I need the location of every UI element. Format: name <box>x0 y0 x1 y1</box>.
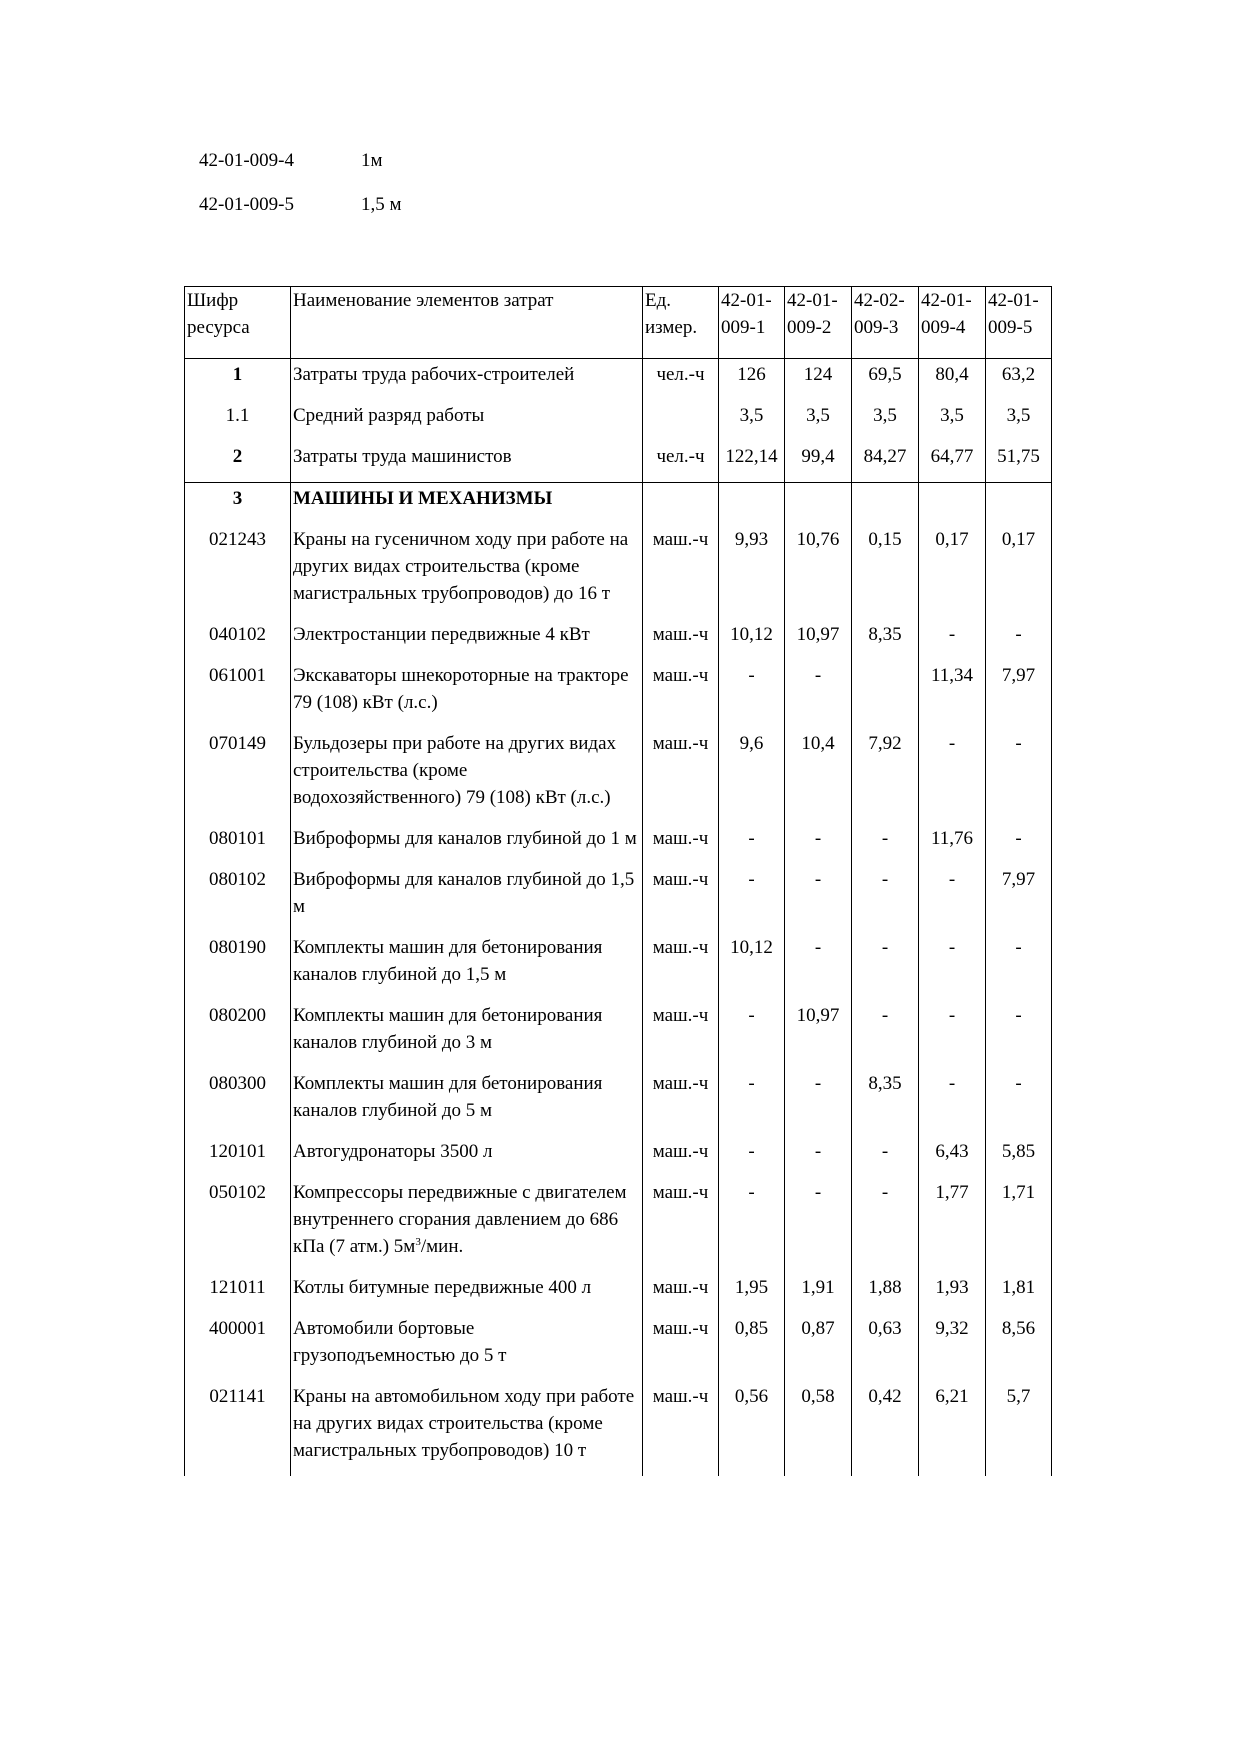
row-value: 7,97 <box>986 864 1052 932</box>
row-value: 5,85 <box>986 1136 1052 1177</box>
row-value: 84,27 <box>852 441 919 483</box>
row-value: 0,42 <box>852 1381 919 1476</box>
empty-cell <box>852 483 919 525</box>
row-name-superscript: 3 <box>415 1236 421 1248</box>
row-value: - <box>919 1000 986 1068</box>
table-row <box>185 823 1052 864</box>
table-row <box>185 1068 1052 1136</box>
table-row <box>185 660 1052 728</box>
row-unit: маш.-ч <box>643 1381 719 1476</box>
row-value: 0,56 <box>719 1381 785 1476</box>
row-name-text: Компрессоры передвижные с двигателем внутреннего сгорания давлением до 686 кПа (7 атм.) 5м <box>293 1182 627 1257</box>
row-value: - <box>852 823 919 864</box>
row-value: 99,4 <box>785 441 852 483</box>
row-code: 080200 <box>185 1000 291 1068</box>
row-unit: чел.-ч <box>643 359 719 401</box>
row-value: - <box>852 1177 919 1272</box>
table-row <box>185 524 1052 619</box>
row-value: 10,12 <box>719 619 785 660</box>
row-value: - <box>785 660 852 728</box>
row-unit: маш.-ч <box>643 1136 719 1177</box>
row-value: 10,76 <box>785 524 852 619</box>
row-value: - <box>719 823 785 864</box>
row-value: 9,93 <box>719 524 785 619</box>
row-value: 0,17 <box>919 524 986 619</box>
row-code: 021243 <box>185 524 291 619</box>
row-value: - <box>986 932 1052 1000</box>
row-value: 1,77 <box>919 1177 986 1272</box>
row-value: 126 <box>719 359 785 401</box>
row-value: 1,93 <box>919 1272 986 1313</box>
row-value: 3,5 <box>719 400 785 441</box>
intro-line <box>199 192 402 236</box>
row-value: 3,5 <box>986 400 1052 441</box>
table-row <box>185 932 1052 1000</box>
table-row <box>185 441 1052 483</box>
row-value: 0,87 <box>785 1313 852 1381</box>
empty-cell <box>919 483 986 525</box>
table-row <box>185 1000 1052 1068</box>
table-row <box>185 1272 1052 1313</box>
row-code: 400001 <box>185 1313 291 1381</box>
row-unit: маш.-ч <box>643 1313 719 1381</box>
table-row <box>185 400 1052 441</box>
row-value: - <box>785 864 852 932</box>
row-value: 124 <box>785 359 852 401</box>
row-value: 1,95 <box>719 1272 785 1313</box>
row-code: 1 <box>185 359 291 401</box>
row-value: - <box>785 823 852 864</box>
row-code: 040102 <box>185 619 291 660</box>
intro-code: 42-01-009-4 <box>199 150 294 171</box>
row-value: - <box>986 1000 1052 1068</box>
header-col: 42-01-009-4 <box>919 287 986 359</box>
row-value: 3,5 <box>919 400 986 441</box>
row-value: 10,97 <box>785 619 852 660</box>
row-name-suffix: /мин. <box>420 1236 464 1257</box>
row-code: 120101 <box>185 1136 291 1177</box>
row-value: 64,77 <box>919 441 986 483</box>
row-value: 0,15 <box>852 524 919 619</box>
row-value: 69,5 <box>852 359 919 401</box>
row-code: 061001 <box>185 660 291 728</box>
row-code: 080190 <box>185 932 291 1000</box>
row-value: 11,34 <box>919 660 986 728</box>
table-row <box>185 728 1052 823</box>
header-unit: Ед. измер. <box>643 287 719 359</box>
row-value: - <box>719 1000 785 1068</box>
row-value: - <box>852 932 919 1000</box>
row-unit: маш.-ч <box>643 932 719 1000</box>
header-name: Наименование элементов затрат <box>291 287 643 359</box>
row-unit: маш.-ч <box>643 823 719 864</box>
row-value <box>852 660 919 728</box>
row-name: Котлы битумные передвижные 400 л <box>291 1272 643 1313</box>
row-name: Автомобили бортовые грузоподъемностью до 5 т <box>291 1313 643 1381</box>
header-code: Шифр ресурса <box>185 287 291 359</box>
section-title: МАШИНЫ И МЕХАНИЗМЫ <box>291 483 643 525</box>
table-row <box>185 1381 1052 1476</box>
row-code: 070149 <box>185 728 291 823</box>
row-value: - <box>852 864 919 932</box>
row-unit: маш.-ч <box>643 864 719 932</box>
row-value: - <box>785 932 852 1000</box>
header-col: 42-02-009-3 <box>852 287 919 359</box>
row-unit: маш.-ч <box>643 619 719 660</box>
table-row <box>185 1313 1052 1381</box>
row-value: - <box>719 1177 785 1272</box>
row-value: 5,7 <box>986 1381 1052 1476</box>
table-header-row <box>185 287 1052 359</box>
row-value: 7,97 <box>986 660 1052 728</box>
empty-cell <box>643 483 719 525</box>
row-value: 51,75 <box>986 441 1052 483</box>
row-value: - <box>919 728 986 823</box>
row-name: Затраты труда рабочих-строителей <box>291 359 643 401</box>
row-unit: маш.-ч <box>643 1272 719 1313</box>
row-code: 021141 <box>185 1381 291 1476</box>
row-unit: маш.-ч <box>643 728 719 823</box>
row-value: 1,91 <box>785 1272 852 1313</box>
row-name: Экскаваторы шнекороторные на тракторе 79 (108) кВт (л.с.) <box>291 660 643 728</box>
row-unit: маш.-ч <box>643 1177 719 1272</box>
row-unit <box>643 400 719 441</box>
empty-cell <box>785 483 852 525</box>
row-value: 3,5 <box>852 400 919 441</box>
row-value: - <box>852 1136 919 1177</box>
intro-list <box>199 148 402 236</box>
row-value: - <box>719 1068 785 1136</box>
intro-code: 42-01-009-5 <box>199 194 294 215</box>
row-code: 080101 <box>185 823 291 864</box>
empty-cell <box>986 483 1052 525</box>
row-unit: маш.-ч <box>643 524 719 619</box>
row-value: - <box>719 660 785 728</box>
row-value: 6,43 <box>919 1136 986 1177</box>
row-name: Затраты труда машинистов <box>291 441 643 483</box>
row-value: - <box>785 1177 852 1272</box>
row-name <box>291 1177 643 1272</box>
row-code: 080300 <box>185 1068 291 1136</box>
row-name: Электростанции передвижные 4 кВт <box>291 619 643 660</box>
row-value: 9,32 <box>919 1313 986 1381</box>
intro-line <box>199 148 402 192</box>
row-name: Комплекты машин для бетонирования каналов глубиной до 5 м <box>291 1068 643 1136</box>
row-value: - <box>785 1136 852 1177</box>
row-value: 0,63 <box>852 1313 919 1381</box>
row-name: Автогудронаторы 3500 л <box>291 1136 643 1177</box>
table-row <box>185 359 1052 401</box>
row-value: - <box>719 1136 785 1177</box>
row-value: - <box>719 864 785 932</box>
row-value: 0,17 <box>986 524 1052 619</box>
row-name: Виброформы для каналов глубиной до 1,5 м <box>291 864 643 932</box>
row-name: Бульдозеры при работе на других видах строительства (кроме водохозяйственного) 79 (108) кВт (л.с.) <box>291 728 643 823</box>
header-col: 42-01-009-2 <box>785 287 852 359</box>
row-name: Средний разряд работы <box>291 400 643 441</box>
row-unit: маш.-ч <box>643 1068 719 1136</box>
row-value: 122,14 <box>719 441 785 483</box>
row-value: 8,35 <box>852 619 919 660</box>
section-code: 3 <box>185 483 291 525</box>
table-row <box>185 1136 1052 1177</box>
row-value: 10,4 <box>785 728 852 823</box>
row-value: - <box>919 864 986 932</box>
intro-value: 1,5 м <box>361 194 402 215</box>
row-value: 80,4 <box>919 359 986 401</box>
row-code: 1.1 <box>185 400 291 441</box>
section-row <box>185 483 1052 525</box>
row-value: - <box>986 619 1052 660</box>
row-name: Краны на гусеничном ходу при работе на других видах строительства (кроме магистральных трубопроводов) до 16 т <box>291 524 643 619</box>
row-value: 6,21 <box>919 1381 986 1476</box>
row-value: - <box>852 1000 919 1068</box>
row-unit: маш.-ч <box>643 660 719 728</box>
row-name: Комплекты машин для бетонирования каналов глубиной до 1,5 м <box>291 932 643 1000</box>
row-name: Краны на автомобильном ходу при работе на других видах строительства (кроме магистральных трубопроводов) 10 т <box>291 1381 643 1476</box>
row-value: 1,88 <box>852 1272 919 1313</box>
empty-cell <box>719 483 785 525</box>
row-code: 050102 <box>185 1177 291 1272</box>
table-row <box>185 1177 1052 1272</box>
row-value: 11,76 <box>919 823 986 864</box>
row-value: - <box>919 1068 986 1136</box>
header-col: 42-01-009-1 <box>719 287 785 359</box>
row-value: 63,2 <box>986 359 1052 401</box>
row-value: 8,35 <box>852 1068 919 1136</box>
row-code: 2 <box>185 441 291 483</box>
row-value: 1,71 <box>986 1177 1052 1272</box>
row-value: 9,6 <box>719 728 785 823</box>
intro-value: 1м <box>361 150 383 171</box>
row-value: 0,85 <box>719 1313 785 1381</box>
table-body <box>185 287 1052 1477</box>
row-unit: чел.-ч <box>643 441 719 483</box>
row-code: 080102 <box>185 864 291 932</box>
row-value: 10,12 <box>719 932 785 1000</box>
row-value: 1,81 <box>986 1272 1052 1313</box>
table-row <box>185 619 1052 660</box>
row-name: Комплекты машин для бетонирования каналов глубиной до 3 м <box>291 1000 643 1068</box>
row-unit: маш.-ч <box>643 1000 719 1068</box>
resource-norms-table <box>184 286 1052 1476</box>
row-value: - <box>785 1068 852 1136</box>
row-name: Виброформы для каналов глубиной до 1 м <box>291 823 643 864</box>
row-value: - <box>986 728 1052 823</box>
row-value: 0,58 <box>785 1381 852 1476</box>
row-value: 10,97 <box>785 1000 852 1068</box>
row-value: 8,56 <box>986 1313 1052 1381</box>
table-row <box>185 864 1052 932</box>
row-value: 7,92 <box>852 728 919 823</box>
row-value: 3,5 <box>785 400 852 441</box>
row-value: - <box>986 823 1052 864</box>
row-value: - <box>919 619 986 660</box>
header-col: 42-01-009-5 <box>986 287 1052 359</box>
row-code: 121011 <box>185 1272 291 1313</box>
row-value: - <box>986 1068 1052 1136</box>
row-value: - <box>919 932 986 1000</box>
